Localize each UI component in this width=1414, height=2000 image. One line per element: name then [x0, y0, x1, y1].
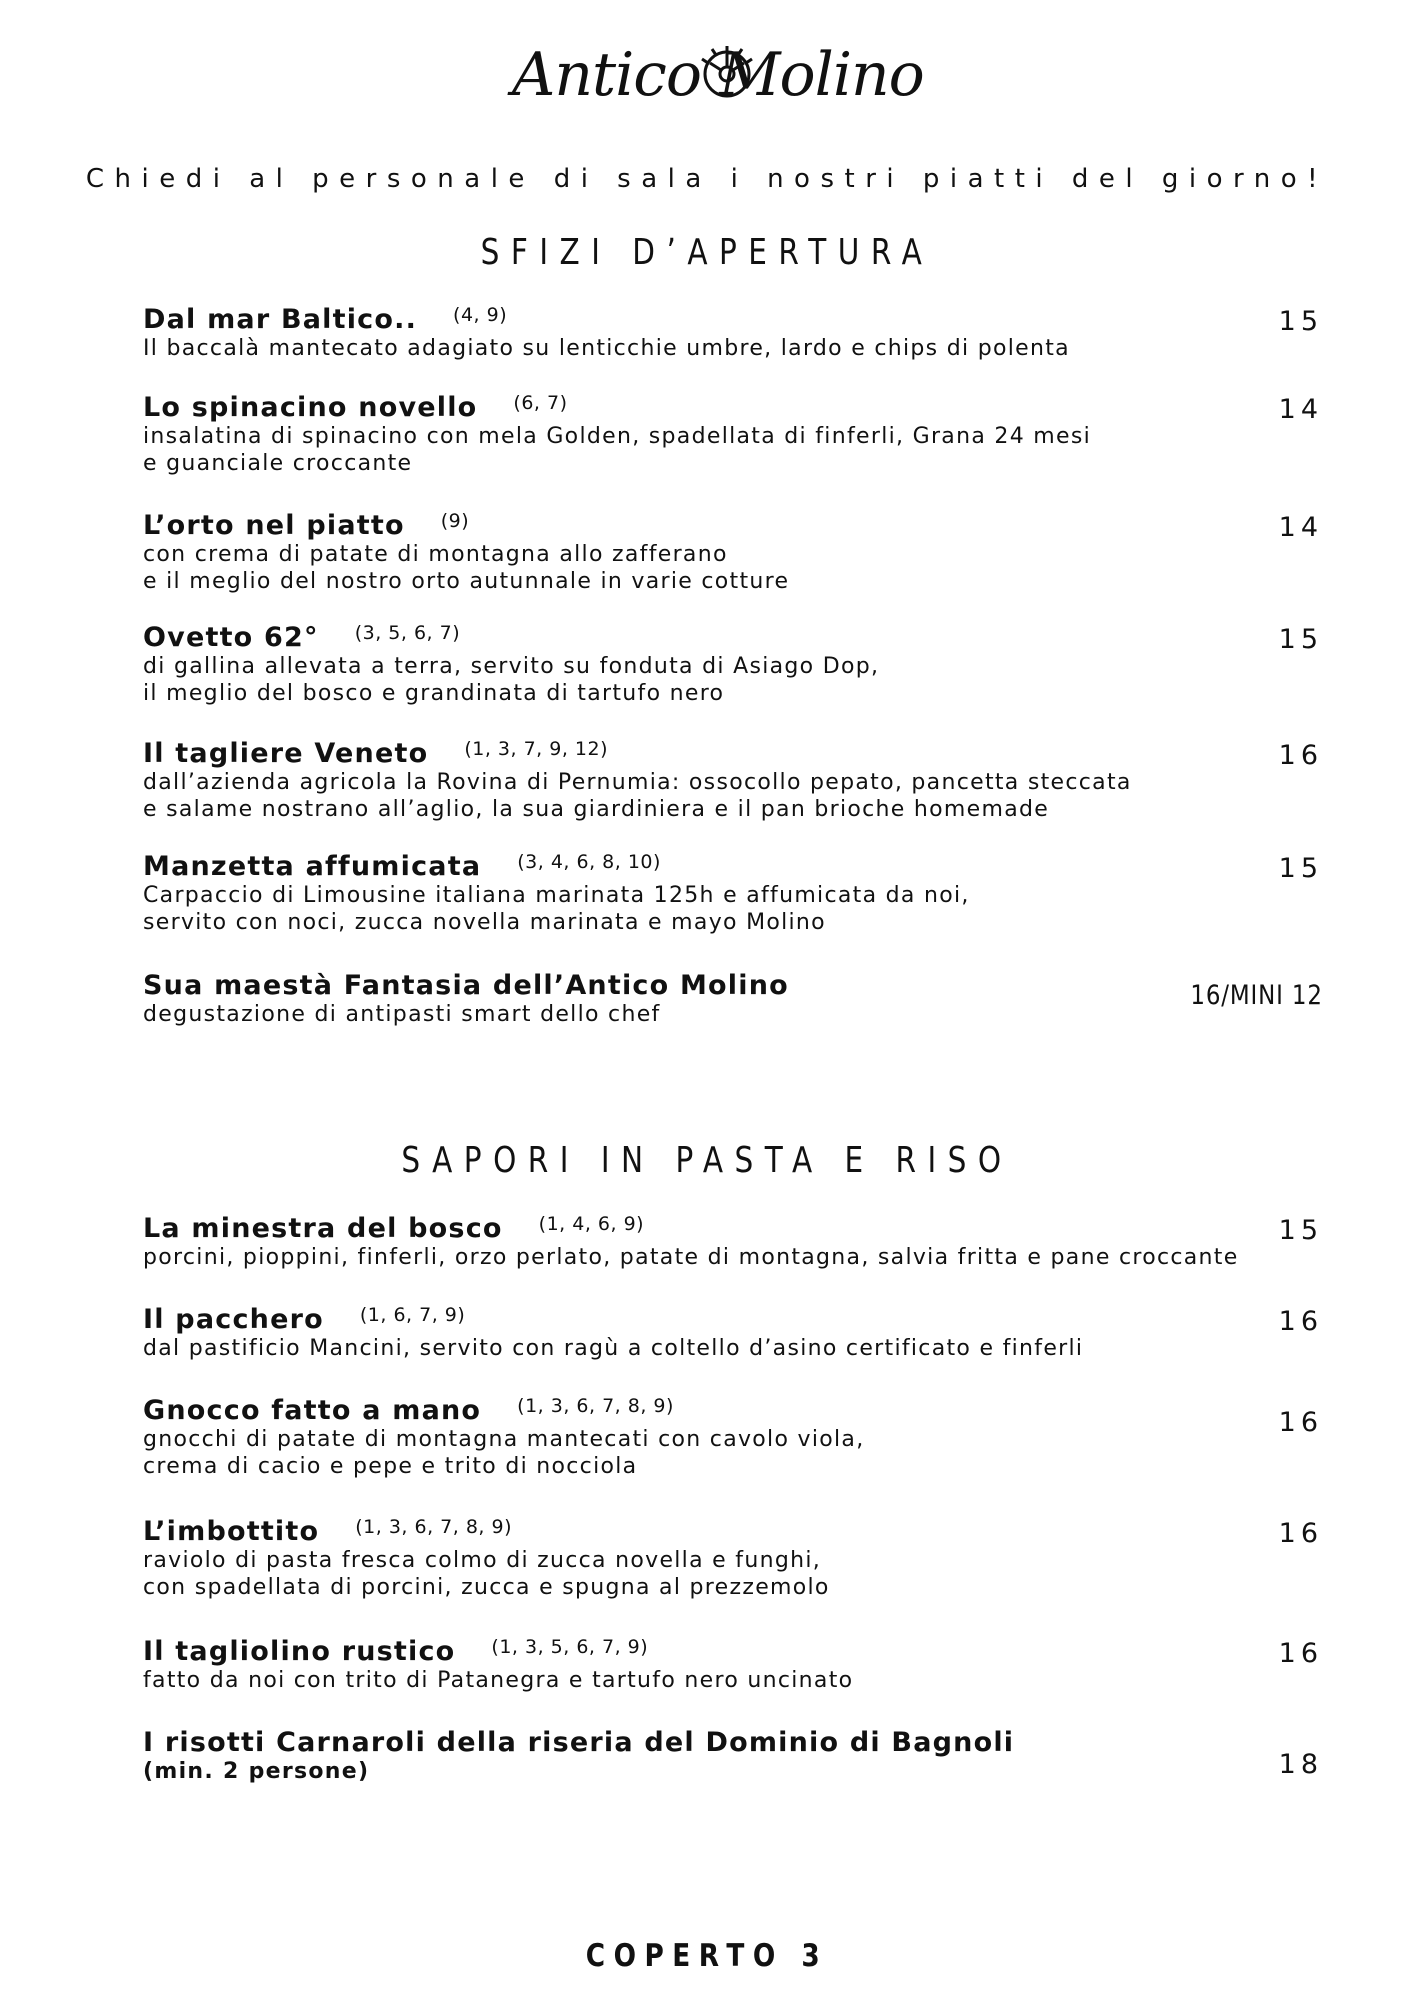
item-allergens: (6, 7) — [513, 392, 568, 414]
item-name: Il tagliere Veneto — [143, 738, 429, 769]
item-price: 16/MINI 12 — [1190, 980, 1323, 1011]
item-price: 18 — [1278, 1749, 1323, 1780]
item-name: Il pacchero — [143, 1304, 324, 1335]
menu-item — [143, 510, 1323, 595]
item-description: gnocchi di patate di montagna mantecati con cavolo viola, crema di cacio e pepe e trito di nocciola — [143, 1427, 865, 1479]
item-description: Il baccalà mantecato adagiato su lenticchie umbre, lardo e chips di polenta — [143, 336, 1070, 361]
item-allergens: (1, 6, 7, 9) — [359, 1304, 466, 1326]
item-price: 15 — [1278, 624, 1323, 655]
item-allergens: (9) — [440, 510, 470, 532]
item-allergens: (3, 4, 6, 8, 10) — [517, 851, 661, 873]
item-name: Gnocco fatto a mano — [143, 1395, 482, 1426]
item-allergens: (4, 9) — [453, 304, 508, 326]
cover-charge: COPERTO 3 — [585, 1938, 829, 1974]
item-price: 15 — [1278, 853, 1323, 884]
item-name: L’orto nel piatto — [143, 510, 405, 541]
item-description: dal pastificio Mancini, servito con ragù a coltello d’asino certificato e finferli — [143, 1336, 1084, 1361]
restaurant-logo — [512, 30, 924, 140]
menu-item — [143, 1516, 1323, 1601]
menu-item — [143, 738, 1323, 823]
menu-item — [143, 392, 1323, 477]
item-name: Manzetta affumicata — [143, 851, 482, 882]
item-description: raviolo di pasta fresca colmo di zucca novella e funghi, con spadellata di porcini, zucca e spugna al prezzemolo — [143, 1548, 830, 1600]
item-name: L’imbottito — [143, 1516, 320, 1547]
item-allergens: (1, 3, 7, 9, 12) — [464, 738, 608, 760]
item-name: Lo spinacino novello — [143, 392, 478, 423]
item-allergens: (3, 5, 6, 7) — [354, 622, 461, 644]
item-description: porcini, pioppini, finferli, orzo perlato, patate di montagna, salvia fritta e pane croccante — [143, 1245, 1239, 1270]
item-name: Ovetto 62° — [143, 622, 319, 653]
item-description: con crema di patate di montagna allo zafferano e il meglio del nostro orto autunnale in varie cotture — [143, 542, 790, 594]
item-allergens: (1, 4, 6, 9) — [538, 1213, 645, 1235]
menu-item — [143, 851, 1323, 936]
item-price: 15 — [1278, 1215, 1323, 1246]
item-price: 16 — [1278, 1638, 1323, 1669]
item-price: 16 — [1278, 1518, 1323, 1549]
item-price: 16 — [1278, 1407, 1323, 1438]
item-price: 15 — [1278, 306, 1323, 337]
item-description: dall’azienda agricola la Rovina di Pernumia: ossocollo pepato, pancetta steccata e salame nostrano all’aglio, la sua giardiniera e il pan brioche homemade — [143, 770, 1132, 822]
menu-item — [143, 622, 1323, 707]
item-price: 16 — [1278, 740, 1323, 771]
item-description: insalatina di spinacino con mela Golden, spadellata di finferli, Grana 24 mesi e guanciale croccante — [143, 424, 1092, 476]
menu-item — [143, 970, 1323, 1028]
logo-text: Antico Molino — [512, 40, 924, 110]
item-allergens: (1, 3, 6, 7, 8, 9) — [355, 1516, 513, 1538]
item-name: Sua maestà Fantasia dell’Antico Molino — [143, 970, 789, 1001]
item-description: fatto da noi con trito di Patanegra e tartufo nero uncinato — [143, 1668, 854, 1693]
menu-item — [143, 1304, 1323, 1362]
item-name: Dal mar Baltico.. — [143, 304, 418, 335]
menu-item — [143, 1395, 1323, 1480]
section-title-sapori: SAPORI IN PASTA E RISO — [401, 1140, 1013, 1181]
item-price: 14 — [1278, 512, 1323, 543]
section-title-sfizi: SFIZI D’APERTURA — [480, 232, 934, 273]
item-allergens: (1, 3, 6, 7, 8, 9) — [517, 1395, 674, 1417]
item-price: 16 — [1278, 1306, 1323, 1337]
daily-specials-tagline: Chiedi al personale di sala i nostri piatti del giorno! — [85, 164, 1329, 194]
menu-item — [143, 1727, 1323, 1785]
item-note: (min. 2 persone) — [143, 1759, 370, 1784]
item-price: 14 — [1278, 394, 1323, 425]
item-description: di gallina allevata a terra, servito su fonduta di Asiago Dop, il meglio del bosco e grandinata di tartufo nero — [143, 654, 880, 706]
menu-item — [143, 1213, 1323, 1271]
menu-item — [143, 1636, 1323, 1694]
item-description: Carpaccio di Limousine italiana marinata 125h e affumicata da noi, servito con noci, zucca novella marinata e mayo Molino — [143, 883, 970, 935]
item-name: I risotti Carnaroli della riseria del Dominio di Bagnoli — [143, 1727, 1015, 1758]
item-allergens: (1, 3, 5, 6, 7, 9) — [491, 1636, 649, 1658]
item-description: degustazione di antipasti smart dello chef — [143, 1002, 661, 1027]
menu-item — [143, 304, 1323, 362]
item-name: La minestra del bosco — [143, 1213, 503, 1244]
item-name: Il tagliolino rustico — [143, 1636, 456, 1667]
